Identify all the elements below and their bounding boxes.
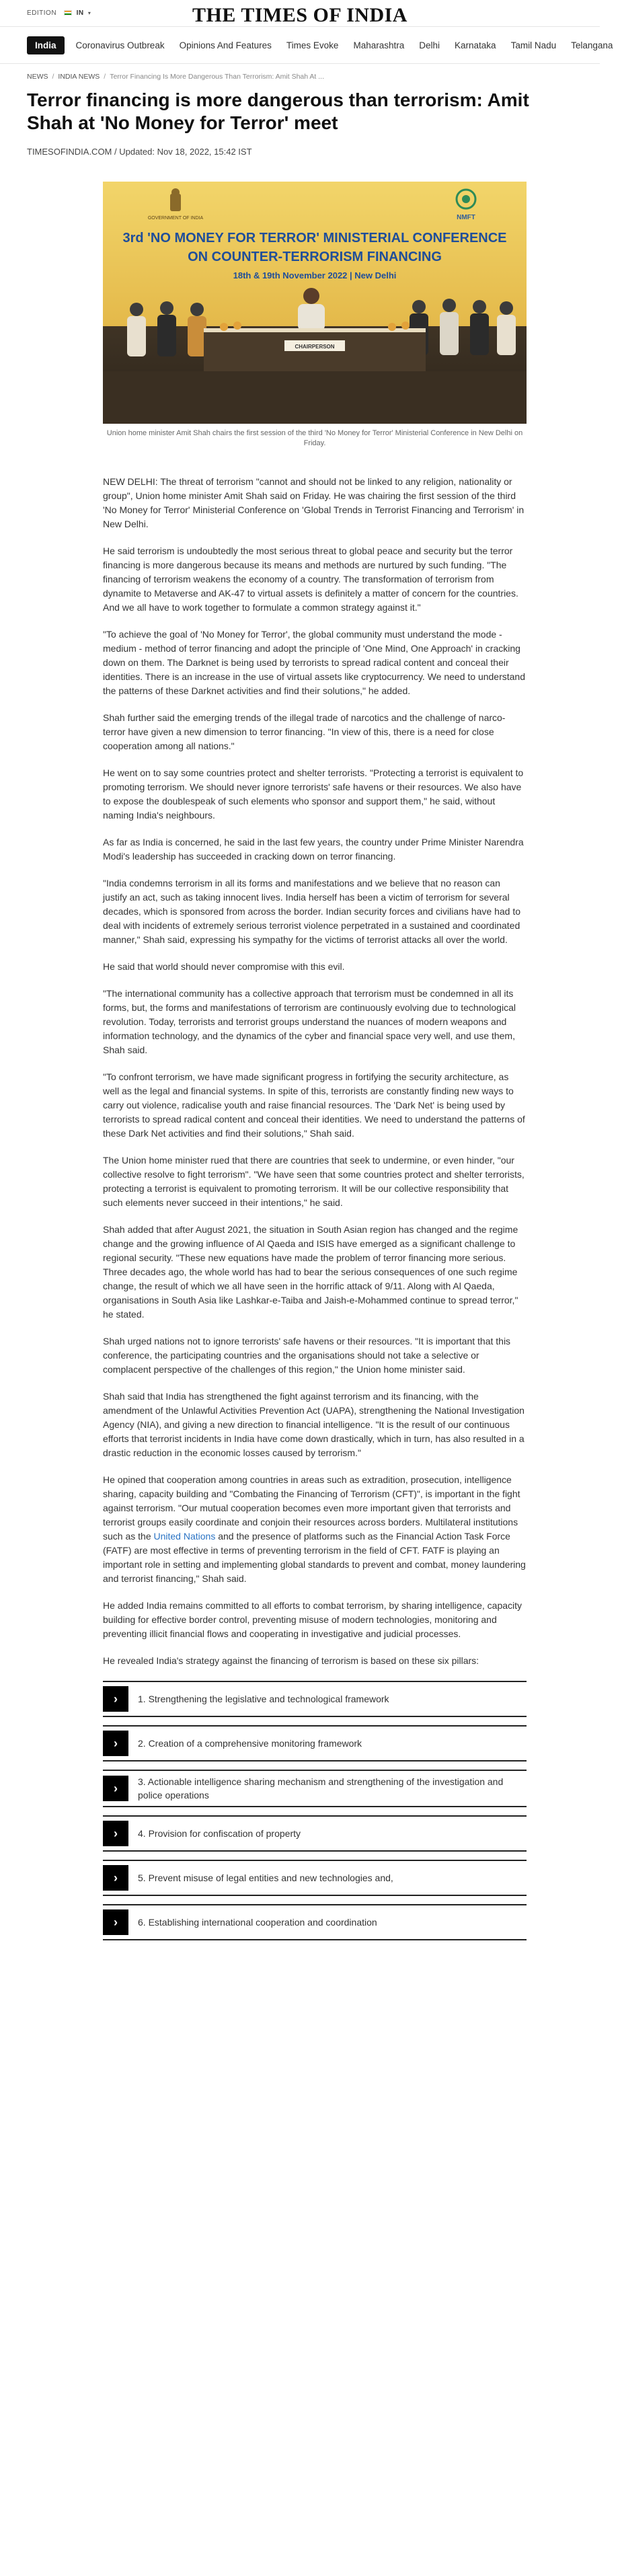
edition-code: IN [76,9,84,17]
article-paragraph: He added India remains committed to all efforts to combat terrorism, by sharing intelligence, capacity building for effective border control, preventing misuse of modern technologies, monitoring and preventing illicit financial flows and cooperating in investigative and judicial processes. [103,1600,522,1639]
article-paragraph: "The international community has a collective approach that terrorism must be condemned in all its forms, but, the forms and manifestations of terrorism are continuously evolving due to technological revolution. Today, terrorists and terrorist groups understand the nuances of modern weapons and information technology, and the dynamics of the cyber and financial space very well, and use them, Shah said. [103,988,516,1055]
chevron-right-icon: › [103,1776,128,1801]
emblem-icon [170,188,181,211]
nav-items [27,36,620,54]
article-paragraph: He went on to say some countries protect and shelter terrorists. "Protecting a terrorist is equivalent to promoting terrorism. We should never ignore terrorists' safe havens or their resources. We also have to expose the doublespeak of such elements who sponsor and support them," he said, without naming India's neighbours. [103,767,524,821]
hero-caption: Union home minister Amit Shah chairs the first session of the third 'No Money for Terror' Ministerial Conference in New Delhi on Friday. [106,429,523,447]
nav-item-times-evoke[interactable]: Times Evoke [286,40,339,50]
breadcrumb-item[interactable]: NEWS [27,73,48,81]
pillar-text: 2. Creation of a comprehensive monitoring framework [138,1738,362,1749]
article-paragraph: The Union home minister rued that there are countries that seek to undermine, or even hinder, "our collective resolve to fight terrorism". "We have seen that some countries protect and shelter terrorists, protecting a terrorist is equivalent to promoting terrorism. It will be our collective responsibility that such elements never succeed in their intentions," he said. [103,1155,525,1208]
article-paragraph: As far as India is concerned, he said in the last few years, the country under Prime Minister Narendra Modi's leadership has succeeded in cracking down on terror financing. [103,837,524,862]
pillar-text: 4. Provision for confiscation of property [138,1828,301,1839]
article-paragraph: He said that world should never compromise with this evil. [103,961,345,972]
article-headline: Terror financing is more dangerous than terrorism: Amit Shah at 'No Money for Terror' meet [27,89,529,133]
breadcrumb-item: Terror Financing Is More Dangerous Than Terrorism: Amit Shah At ... [110,73,325,81]
banner-line1: 3rd 'NO MONEY FOR TERROR' MINISTERIAL CONFERENCE [122,231,507,245]
article-paragraphs-end [103,1599,527,1668]
article-paragraph: Shah urged nations not to ignore terrorists' safe havens or their resources. "It is important that this conference, the participating countries and the organisations should not take a selective or complacent perspective of the challenges of this region," the Union home minister said. [103,1336,511,1375]
article-paragraph: "To confront terrorism, we have made significant progress in fortifying the security architecture, as well as the legal and financial systems. In spite of this, terrorists are constantly finding new ways to carry out violence, radicalise youth and raise financial resources. The 'Dark Net' is being used by terrorists to spread radical content and conceal their identities. We need to understand the patterns of these Dark Net activities and find their solutions," Shah said. [103,1071,525,1139]
chevron-right-icon: › [103,1909,128,1935]
article-paragraph: Shah added that after August 2021, the situation in South Asian region has changed and the regime change and the growing influence of Al Qaeda and ISIS have emerged as a significant challenge to regional security. "These new equations have made the problem of terror financing more serious. Three decades ago, the whole world has had to bear the serious consequences of one such regime change, the result of which we all have seen in the horrific attack of 9/11. Along with Al Qaeda, organisations in South Asia like Lashkar-e-Taiba and Jaish-e-Mohammed continue to spread terror," he stated. [103,1224,518,1320]
article-paragraph: "To achieve the goal of 'No Money for Terror', the global community must understand the mode - medium - method of terror financing and adopt the principle of 'One Mind, One Approach' in cracking down on them. The Darknet is being used by terrorists to spread radical content and conceal their identities. There is an increase in the use of virtual assets like cryptocurrency. We need to understand the patterns of these Darknet activities and find their solutions," he added. [103,629,525,696]
article-paragraph [103,1473,527,1586]
nav-item-opinions-and-features[interactable]: Opinions And Features [179,40,272,50]
site-logo[interactable]: THE TIMES OF INDIA [192,4,408,26]
nav-item-delhi[interactable]: Delhi [419,40,440,50]
breadcrumb-separator: / [104,73,106,81]
pillar-item [103,1815,527,1852]
nav-item-maharashtra[interactable]: Maharashtra [353,40,405,50]
paragraph-text: and the presence of platforms such as the Financial Action Task Force (FATF) are most effective in terms of preventing terrorism in the field of CFT. FATF is playing an important role in setting and implementing global standards to prevent and combat, money laundering and terrorist financing," Shah said. [103,1531,526,1584]
chevron-right-icon: › [103,1865,128,1891]
nav-item-tamil-nadu[interactable]: Tamil Nadu [510,40,557,50]
pillar-item [103,1770,527,1807]
hero-image[interactable] [103,182,527,424]
pillar-item [103,1904,527,1940]
chevron-down-icon: ▾ [87,10,91,16]
pillar-text: 1. Strengthening the legislative and technological framework [138,1694,389,1704]
article-paragraph: He revealed India's strategy against the financing of terrorism is based on these six pillars: [103,1655,479,1666]
pillar-item [103,1860,527,1896]
article-paragraph: Shah said that India has strengthened the fight against terrorism and its financing, with the amendment of the Unlawful Activities Prevention Act (UAPA), strengthening the National Investigation Agency (NIA), and giving a new direction to financial intelligence. "It is the result of our continuous efforts that terrorist incidents in India have come down drastically, which in turn, has also resulted in a drastic reduction in the economic losses caused by terrorism." [103,1391,525,1458]
pillar-text: 6. Establishing international cooperation and coordination [138,1917,377,1928]
breadcrumb-item[interactable]: INDIA NEWS [58,73,100,81]
pillar-item [103,1725,527,1761]
article-body [103,475,527,1948]
article-byline: TIMESOFINDIA.COM / Updated: Nov 18, 2022, 15:42 IST [27,147,252,157]
article-paragraph: Shah further said the emerging trends of the illegal trade of narcotics and the challenge of narco-terror have given a new dimension to terror financing. "In view of this, there is a need for close cooperation among all nations." [103,712,506,751]
pillars-list [103,1681,527,1940]
pillar-item [103,1681,527,1717]
chevron-right-icon: › [103,1686,128,1712]
banner-line3: 18th & 19th November 2022 | New Delhi [233,270,397,280]
section-nav [0,27,613,64]
top-bar [0,0,600,27]
pillar-text: 3. Actionable intelligence sharing mechanism and strengthening of the investigation and police operations [138,1776,504,1801]
nav-item-telangana[interactable]: Telangana [571,40,613,50]
united-nations-link[interactable]: United Nations [153,1531,216,1542]
chevron-right-icon: › [103,1821,128,1846]
breadcrumb-separator: / [52,73,54,81]
paragraph-text: He opined that cooperation among countries in areas such as extradition, prosecution, intelligence sharing, capacity building and "Combating the Financing of Terrorism (CFT)", is important in the fight against terrorism. "Our mutual cooperation becomes even more important given that terrorists and terrorist groups easily coordinate and conjoin their resources across borders. Multilateral institutions such as the [103,1474,520,1542]
chevron-right-icon: › [103,1731,128,1756]
article-paragraph: "India condemns terrorism in all its forms and manifestations and we believe that no reason can justify an act, such as taking innocent lives. India herself has been a victim of terrorism for several decades, which is sponsored from across the border. Indian security forces and civilians have had to deal with incidents of extremely serious terrorist violence perpetrated in a sustained and coordinated manner," Shah said, expressing his sympathy for the victims of terrorist attacks all over the world. [103,878,520,945]
nav-item-karnataka[interactable]: Karnataka [455,40,496,50]
article-paragraph: NEW DELHI: The threat of terrorism "cannot and should not be linked to any religion, nationality or group", Union home minister Amit Shah said on Friday. He was chairing the first session of the third 'No Money for Terror' Ministerial Conference on 'Global Trends in Terrorist Financing and Terrorism' in New Delhi. [103,476,525,529]
gov-label: GOVERNMENT OF INDIA [147,216,204,221]
podium-label: CHAIRPERSON [295,344,335,350]
nmft-label: NMFT [457,214,475,221]
breadcrumb [27,73,324,81]
banner-line2: ON COUNTER-TERRORISM FINANCING [188,250,442,264]
edition-label: EDITION [27,9,57,17]
conference-photo [103,182,527,424]
nav-item-india[interactable]: India [27,36,65,54]
article-paragraphs [103,475,527,1460]
pillar-text: 5. Prevent misuse of legal entities and new technologies and, [138,1872,393,1883]
nav-item-coronavirus-outbreak[interactable]: Coronavirus Outbreak [75,40,165,50]
article-paragraph: He said terrorism is undoubtedly the most serious threat to global peace and security but the terror financing is more dangerous because its means and methods are nurtured by such funding. "The financing of terrorism weakens the economy of a country. The transformation of terrorism from dynamite to Metaverse and AK-47 to virtual assets is definitely a matter of concern for the countries. And we all have to work together to formulate a common strategy against it." [103,545,518,613]
